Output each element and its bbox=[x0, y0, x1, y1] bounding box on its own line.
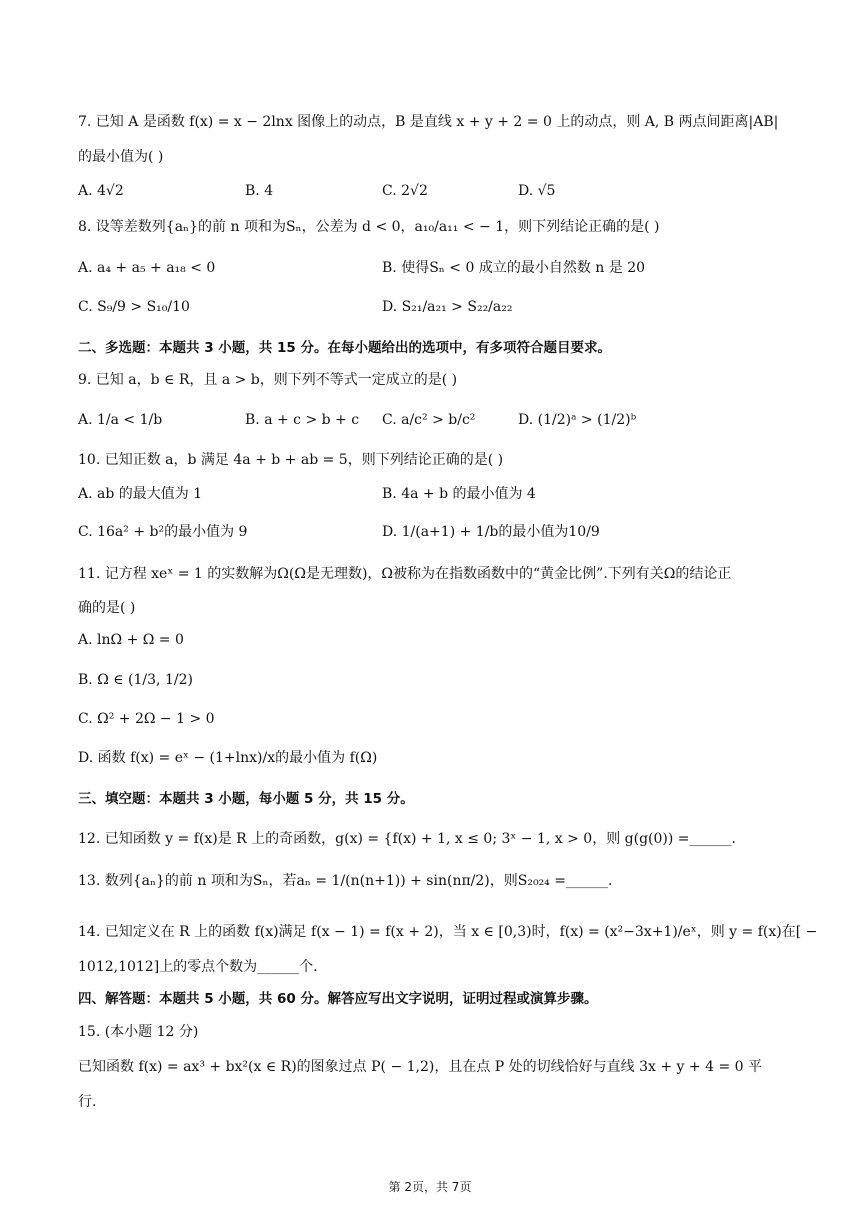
q12-stem: 12. 已知函数 y = f(x)是 R 上的奇函数，g(x) = {f(x) + 1, x ≤ 0; 3ˣ − 1, x > 0，则 g(g(0)) =______. bbox=[78, 831, 736, 847]
q11-stem-line1: 11. 记方程 xeˣ = 1 的实数解为Ω(Ω是无理数)，Ω被称为在指数函数中的“黄金比例”.下列有关Ω的结论正 bbox=[78, 566, 732, 582]
q7-stem-line2: 的最小值为( ) bbox=[78, 149, 164, 165]
q11-option-a: A. lnΩ + Ω = 0 bbox=[78, 632, 184, 648]
q11-option-b: B. Ω ∈ (1/3, 1/2) bbox=[78, 672, 193, 688]
q11-stem-line2: 确的是( ) bbox=[78, 600, 136, 616]
q13-stem: 13. 数列{aₙ}的前 n 项和为Sₙ，若aₙ = 1/(n(n+1)) + sin(nπ/2)，则S₂₀₂₄ =______. bbox=[78, 873, 613, 889]
q10-option-d: D. 1/(a+1) + 1/b的最小值为10/9 bbox=[382, 524, 600, 540]
q7-option-c: C. 2√2 bbox=[382, 183, 428, 199]
q10-option-a: A. ab 的最大值为 1 bbox=[78, 486, 203, 502]
q8-option-d: D. S₂₁/a₂₁ > S₂₂/a₂₂ bbox=[382, 299, 513, 315]
q9-option-b: B. a + c > b + c bbox=[245, 412, 360, 428]
page-footer: 第 2页，共 7页 bbox=[388, 1180, 472, 1194]
q7-option-d: D. √5 bbox=[518, 183, 556, 199]
q9-stem: 9. 已知 a，b ∈ R，且 a > b，则下列不等式一定成立的是( ) bbox=[78, 372, 458, 388]
section-3-heading: 三、填空题：本题共 3 小题，每小题 5 分，共 15 分。 bbox=[78, 791, 414, 807]
q7-stem-line1: 7. 已知 A 是函数 f(x) = x − 2lnx 图像上的动点，B 是直线 x + y + 2 = 0 上的动点，则 A, B 两点间距离|AB| bbox=[78, 114, 779, 130]
q9-option-a: A. 1/a < 1/b bbox=[78, 412, 163, 428]
section-4-heading: 四、解答题：本题共 5 小题，共 60 分。解答应写出文字说明，证明过程或演算步骤。 bbox=[78, 991, 598, 1007]
q8-option-a: A. a₄ + a₅ + a₁₈ < 0 bbox=[78, 260, 216, 276]
q14-stem-line2: 1012,1012]上的零点个数为______个. bbox=[78, 959, 318, 975]
q11-option-d: D. 函数 f(x) = eˣ − (1+lnx)/x的最小值为 f(Ω) bbox=[78, 750, 378, 766]
q10-option-b: B. 4a + b 的最小值为 4 bbox=[382, 486, 536, 502]
q10-option-c: C. 16a² + b²的最小值为 9 bbox=[78, 524, 248, 540]
section-2-heading: 二、多选题：本题共 3 小题，共 15 分。在每小题给出的选项中，有多项符合题目要求。 bbox=[78, 340, 611, 356]
q15-stem-line2: 行. bbox=[78, 1094, 97, 1110]
q14-stem-line1: 14. 已知定义在 R 上的函数 f(x)满足 f(x − 1) = f(x + 2)，当 x ∈ [0,3)时，f(x) = (x²−3x+1)/eˣ，则 y = f(x)在[ − bbox=[78, 924, 818, 940]
q8-option-b: B. 使得Sₙ < 0 成立的最小自然数 n 是 20 bbox=[382, 260, 646, 276]
q8-option-c: C. S₉/9 > S₁₀/10 bbox=[78, 299, 190, 315]
q7-option-b: B. 4 bbox=[245, 183, 274, 199]
q11-option-c: C. Ω² + 2Ω − 1 > 0 bbox=[78, 711, 215, 727]
q7-option-a: A. 4√2 bbox=[78, 183, 124, 199]
q15-header: 15. (本小题 12 分) bbox=[78, 1024, 199, 1040]
q10-stem: 10. 已知正数 a，b 满足 4a + b + ab = 5，则下列结论正确的是( ) bbox=[78, 452, 504, 468]
q9-option-d: D. (1/2)ᵃ > (1/2)ᵇ bbox=[518, 412, 637, 428]
q8-stem: 8. 设等差数列{aₙ}的前 n 项和为Sₙ，公差为 d < 0，a₁₀/a₁₁ < − 1，则下列结论正确的是( ) bbox=[78, 219, 660, 235]
q9-option-c: C. a/c² > b/c² bbox=[382, 412, 476, 428]
q15-stem-line1: 已知函数 f(x) = ax³ + bx²(x ∈ R)的图象过点 P( − 1,2)，且在点 P 处的切线恰好与直线 3x + y + 4 = 0 平 bbox=[78, 1059, 762, 1075]
